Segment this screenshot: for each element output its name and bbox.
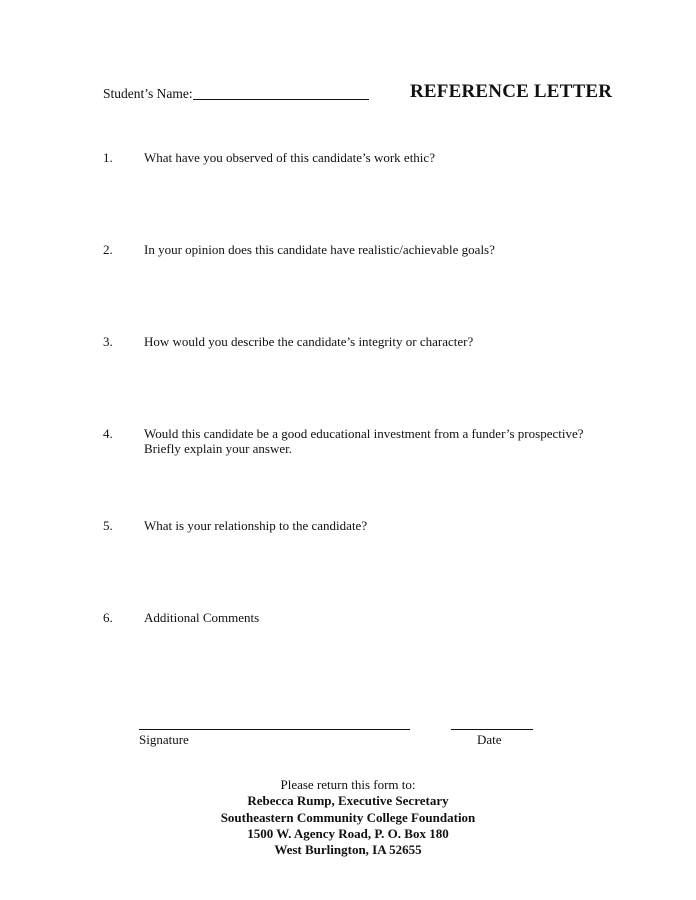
question-2 bbox=[144, 242, 624, 257]
page-title: REFERENCE LETTER bbox=[410, 81, 613, 102]
question-number-5: 5. bbox=[103, 518, 113, 533]
question-number-1: 1. bbox=[103, 150, 113, 165]
question-number-2: 2. bbox=[103, 242, 113, 257]
date-label: Date bbox=[477, 732, 502, 747]
date-line bbox=[451, 729, 533, 730]
signature-line bbox=[139, 729, 410, 730]
question-4-line-1: Would this candidate be a good educational investment from a funder’s prospective? bbox=[144, 426, 584, 441]
question-1 bbox=[144, 150, 624, 165]
contact-name: Rebecca Rump, Executive Secretary bbox=[247, 793, 449, 809]
street-address: 1500 W. Agency Road, P. O. Box 180 bbox=[247, 825, 449, 841]
question-number-6: 6. bbox=[103, 610, 113, 625]
question-number-3: 3. bbox=[103, 334, 113, 349]
question-number-4: 4. bbox=[103, 426, 113, 441]
question-4-line-2: Briefly explain your answer. bbox=[144, 441, 293, 456]
question-5-line-1: What is your relationship to the candidate? bbox=[144, 518, 368, 533]
return-address-block bbox=[0, 777, 696, 858]
city-state-zip: West Burlington, IA 52655 bbox=[274, 842, 422, 858]
question-5 bbox=[144, 518, 624, 533]
question-6-line-1: Additional Comments bbox=[144, 610, 260, 625]
signature-label: Signature bbox=[139, 732, 189, 747]
question-2-line-1: In your opinion does this candidate have realistic/achievable goals? bbox=[144, 242, 495, 257]
question-3 bbox=[144, 334, 624, 349]
question-1-line-1: What have you observed of this candidate’s work ethic? bbox=[144, 150, 435, 165]
question-4 bbox=[144, 426, 624, 456]
question-3-line-1: How would you describe the candidate’s integrity or character? bbox=[144, 334, 474, 349]
return-intro: Please return this form to: bbox=[280, 777, 416, 792]
student-name-label: Student’s Name: bbox=[103, 86, 193, 101]
organization-name: Southeastern Community College Foundation bbox=[220, 809, 476, 825]
student-name-line bbox=[193, 99, 369, 100]
question-6 bbox=[144, 610, 624, 625]
